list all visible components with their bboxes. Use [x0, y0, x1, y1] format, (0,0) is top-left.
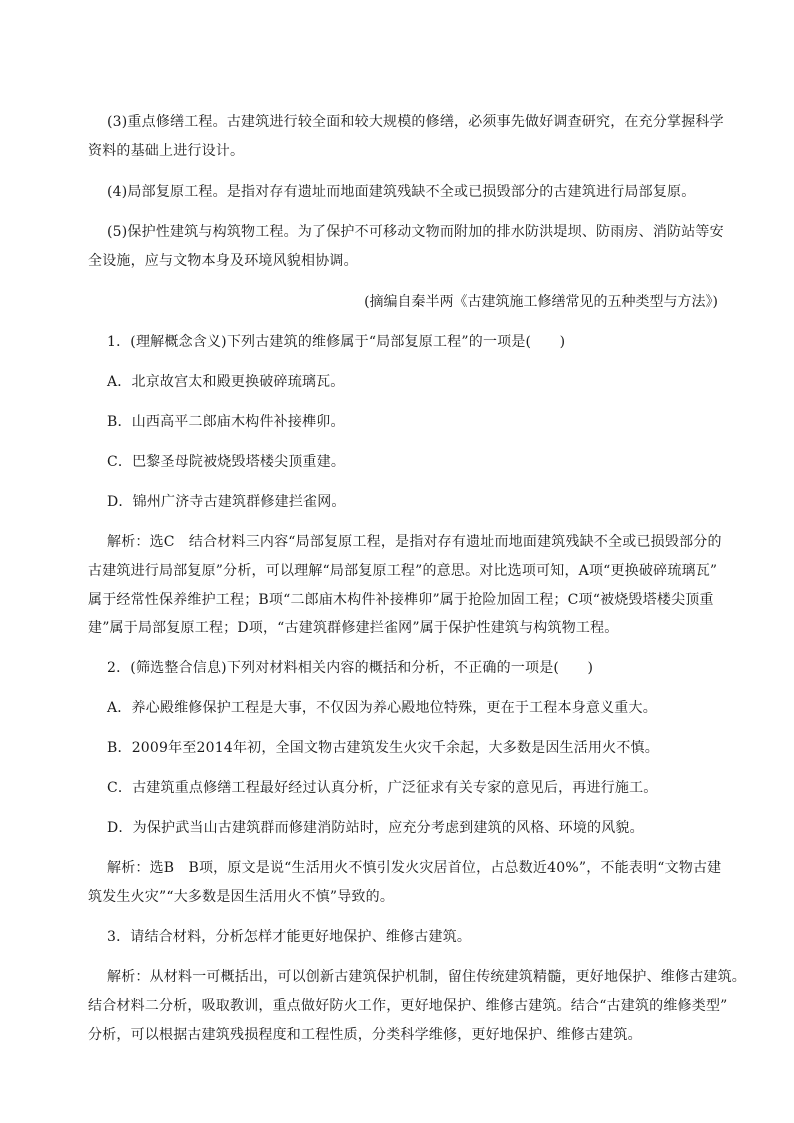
question-2-analysis-line-2: 筑发生火灾”“大多数是因生活用火不慎”导致的。	[88, 889, 395, 905]
question-1-analysis-line-2: 古建筑进行局部复原”分析，可以理解“局部复原工程”的意思。对比选项可知，A项“更换破碎琉璃瓦”	[88, 563, 718, 579]
question-1-option-c: C．巴黎圣母院被烧毁塔楼尖顶重建。	[107, 454, 346, 470]
question-1-stem: 1．(理解概念含义)下列古建筑的维修属于“局部复原工程”的一项是( )	[107, 334, 566, 350]
question-2-option-c: C．古建筑重点修缮工程最好经过认真分析，广泛征求有关专家的意见后，再进行施工。	[107, 780, 658, 796]
question-1-analysis-line-3: 属于经常性保养维护工程；B项“二郎庙木构件补接榫卯”属于抢险加固工程；C项“被烧毁塔楼尖顶重	[88, 592, 714, 608]
question-1-option-d: D．锦州广济寺古建筑群修建拦雀网。	[107, 494, 346, 510]
paragraph-5-line-2: 全设施，应与文物本身及环境风貌相协调。	[88, 253, 358, 269]
question-1-option-a: A．北京故宫太和殿更换破碎琉璃瓦。	[107, 374, 345, 390]
question-1-analysis-line-4: 建”属于局部复原工程；D项，“古建筑群修建拦雀网”属于保护性建筑与构筑物工程。	[88, 620, 619, 636]
question-1-option-b: B．山西高平二郎庙木构件补接榫卯。	[107, 414, 345, 430]
question-2-option-b: B．2009年至2014年初，全国文物古建筑发生火灾千余起，大多数是因生活用火不慎。	[107, 740, 659, 756]
question-2-option-a: A．养心殿维修保护工程是大事，不仅因为养心殿地位特殊，更在于工程本身意义重大。	[107, 700, 657, 716]
paragraph-3-line-1: (3)重点修缮工程。古建筑进行较全面和较大规模的修缮，必须事先做好调查研究，在充分掌握科学	[107, 114, 724, 130]
question-2-option-d: D．为保护武当山古建筑群而修建消防站时，应充分考虑到建筑的风格、环境的风貌。	[107, 820, 644, 836]
source-citation: (摘编自秦半两《古建筑施工修缮常见的五种类型与方法》)	[364, 294, 718, 310]
question-3-analysis-line-1: 解析：从材料一可概括出，可以创新古建筑保护机制，留住传统建筑精髓，更好地保护、维修古建筑。	[107, 969, 746, 985]
paragraph-4-line-1: (4)局部复原工程。是指对存有遗址而地面建筑残缺不全或已损毁部分的古建筑进行局部复原。	[107, 184, 696, 200]
question-2-analysis-line-1: 解析：选B B项，原文是说“生活用火不慎引发火灾居首位，占总数近40%”，不能表明“文物古建	[107, 860, 722, 876]
question-3-stem: 3．请结合材料，分析怎样才能更好地保护、维修古建筑。	[107, 929, 472, 945]
question-3-analysis-line-3: 分析，可以根据古建筑残损程度和工程性质，分类科学维修，更好地保护、维修古建筑。	[88, 1027, 642, 1043]
question-1-analysis-line-1: 解析：选C 结合材料三内容“局部复原工程，是指对存有遗址而地面建筑残缺不全或已损毁部分的	[107, 534, 722, 550]
question-2-stem: 2．(筛选整合信息)下列对材料相关内容的概括和分析，不正确的一项是( )	[107, 660, 594, 676]
paragraph-3-line-2: 资料的基础上进行设计。	[88, 143, 245, 159]
question-3-analysis-line-2: 结合材料二分析，吸取教训，重点做好防火工作，更好地保护、维修古建筑。结合“古建筑的维修类型”	[88, 998, 728, 1014]
paragraph-5-line-1: (5)保护性建筑与构筑物工程。为了保护不可移动文物而附加的排水防洪堤坝、防雨房、消防站等安	[107, 224, 724, 240]
